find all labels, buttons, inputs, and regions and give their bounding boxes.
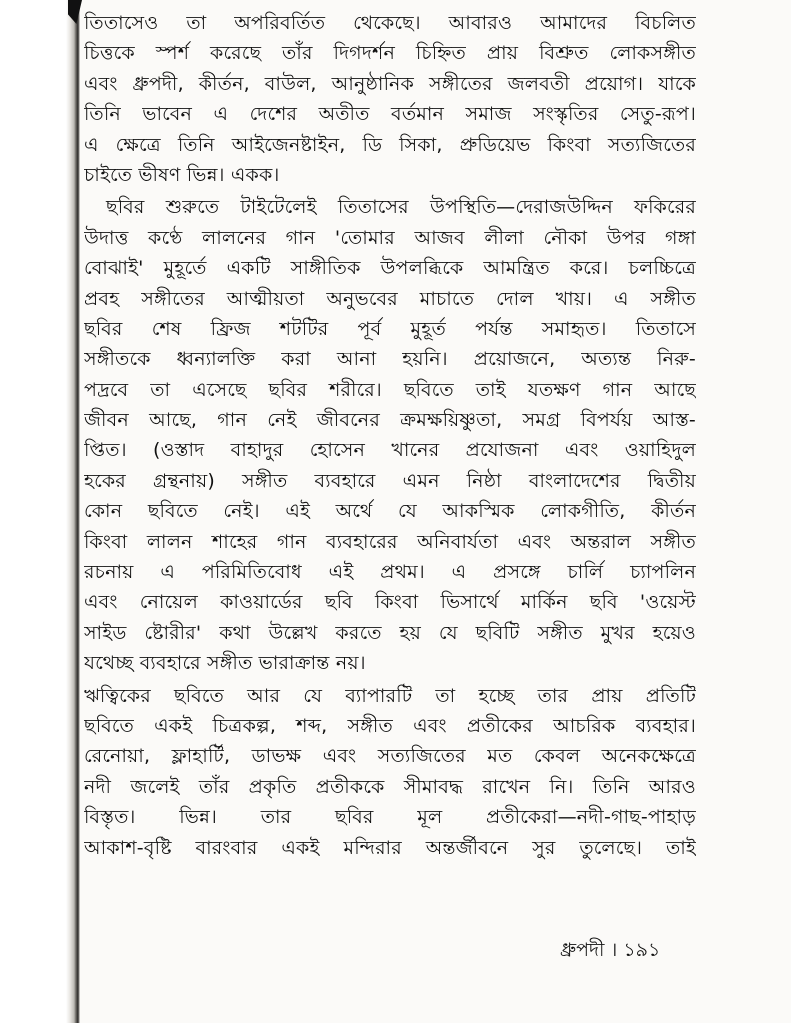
text-line: ঋত্বিকের ছবিতে আর যে ব্যাপারটি তা হচ্ছে তার প্রায় প্রতিটি (84, 684, 696, 707)
text-line: প্তিত। (ওস্তাদ বাহাদুর হোসেন খানের প্রযোজনা এবং ওয়াহিদুল (84, 439, 696, 462)
text-line: চাইতে ভীষণ ভিন্ন। একক। (84, 163, 280, 186)
text-line: বিস্তৃত। ভিন্ন। তার ছবির মূল প্রতীকেরা—নদী-গাছ-পাহাড় (84, 806, 696, 829)
text-line: সঙ্গীতকে ধ্বন্যালক্তি করা আনা হয়নি। প্রয়োজনে, অত্যন্ত নিরু- (84, 348, 696, 371)
text-line: ছবির শেষ ফ্রিজ শটটির পূর্ব মুহূর্ত পর্যন্ত সমাহৃত। তিতাসে (84, 317, 696, 340)
text-line: প্রবহ সঙ্গীতের আত্মীয়তা অনুভবের মাচাতে দোল খায়। এ সঙ্গীত (84, 287, 696, 310)
text-line: ছবিতে একই চিত্রকল্প, শব্দ, সঙ্গীত এবং প্রতীকের আচরিক ব্যবহার। (84, 714, 696, 737)
text-line: এ ক্ষেত্রে তিনি আইজেনষ্টাইন, ডি সিকা, প্রুডিয়েভ কিংবা সত্যজিতের (84, 133, 696, 156)
binding-gutter (0, 0, 80, 1023)
paragraph-2 (84, 192, 696, 678)
text-line: আকাশ-বৃষ্টি বারংবার একই মন্দিরার অন্তর্জীবনে সুর তুলেছে। তাই (84, 836, 696, 859)
text-line: তিতাসেও তা অপরিবর্তিত থেকেছে। আবারও আমাদের বিচলিত (84, 12, 696, 34)
text-line: পদ্রবে তা এসেছে ছবির শরীরে। ছবিতে তাই যতক্ষণ গান আছে (84, 378, 696, 401)
text-line: রেনোয়া, ফ্লাহার্টি, ডাভক্ষ এবং সত্যজিতের মত কেবল অনেকক্ষেত্রে (84, 745, 696, 768)
text-line: কোন ছবিতে নেই। এই অর্থে যে আকস্মিক লোকগীতি, কীর্তন (84, 500, 696, 523)
text-line: কিংবা লালন শাহের গান ব্যবহারের অনিবার্যতা এবং অন্তরাল সঙ্গীত (84, 530, 696, 553)
page-footer: ধ্রুপদী । ১৯১ (560, 939, 661, 961)
text-line: যথেচ্ছ ব্যবহারে সঙ্গীত ভারাক্রান্ত নয়। (84, 652, 366, 675)
text-line: নদী জলেই তাঁর প্রকৃতি প্রতীককে সীমাবদ্ধ রাখেন নি। তিনি আরও (84, 775, 696, 798)
text-line: বোঝাই' মুহূর্তে একটি সাঙ্গীতিক উপলব্ধিকে আমন্ত্রিত করে। চলচ্চিত্রে (84, 257, 696, 280)
paragraph-1 (84, 8, 696, 190)
text-line: ছবির শুরুতে টাইটেলেই তিতাসের উপস্থিতি—দেরাজউদ্দিন ফকিরের (106, 196, 696, 219)
text-line: জীবন আছে, গান নেই জীবনের ক্রমক্ষয়িষ্ণুতা, সমগ্র বিপর্যয় আস্ত- (84, 409, 696, 432)
text-line: এবং ধ্রুপদী, কীর্তন, বাউল, আনুষ্ঠানিক সঙ্গীতের জলবতী প্রয়োগ। যাকে (84, 72, 696, 95)
text-line: তিনি ভাবেন এ দেশের অতীত বর্তমান সমাজ সংস্কৃতির সেতু-রূপ। (84, 103, 696, 126)
text-line: এবং নোয়েল কাওয়ার্ডের ছবি কিংবা ভিসার্থে মার্কিন ছবি 'ওয়েস্ট (84, 591, 696, 614)
body-text (84, 8, 696, 863)
paragraph-3 (84, 681, 696, 863)
text-line: রচনায় এ পরিমিতিবোধ এই প্রথম। এ প্রসঙ্গে চার্লি চ্যাপলিন (84, 561, 696, 584)
text-line: হকের গ্রন্থনায়) সঙ্গীত ব্যবহারে এমন নিষ্ঠা বাংলাদেশের দ্বিতীয় (84, 469, 696, 492)
text-line: সাইড ষ্টোরীর' কথা উল্লেখ করতে হয় যে ছবিটি সঙ্গীত মুখর হয়েও (84, 621, 696, 644)
text-line: উদাত্ত কণ্ঠে লালনের গান 'তোমার আজব লীলা নৌকা উপর গঙ্গা (84, 226, 696, 249)
text-line: চিত্তকে স্পর্শ করেছে তাঁর দিগদর্শন চিহ্নিত প্রায় বিশ্রুত লোকসঙ্গীত (84, 42, 696, 65)
